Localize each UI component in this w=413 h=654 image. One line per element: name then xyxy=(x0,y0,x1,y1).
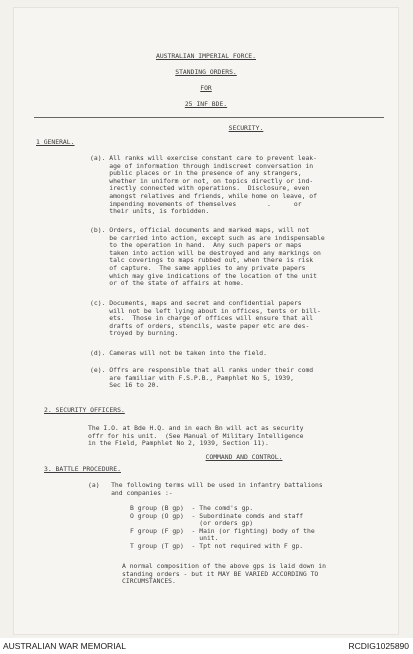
archive-footer xyxy=(0,638,413,654)
header-line-1: AUSTRALIAN IMPERIAL FORCE. xyxy=(155,52,257,60)
paragraph-e: (e). Offrs are responsible that all ranks under their comd are familiar with F.S.P.B., Pamphlet No 5, 1939, Sec 16 to 20. xyxy=(90,366,314,390)
header-line-4: 25 INF BDE. xyxy=(184,100,228,108)
paragraph-d: (d). Cameras will not be taken into the field. xyxy=(90,349,267,357)
document-page xyxy=(14,8,398,634)
general-heading: 1 GENERAL. xyxy=(36,138,75,146)
group-definitions: B group (B gp) - The comd's gp. O group (O gp) - Subordinate comds and staff (or orders gp) F group (F gp) - Main (or fighting) body of the unit. T group (T gp) - Tpt not required with F gp. xyxy=(130,504,315,550)
battle-procedure-heading: 3. BATTLE PROCEDURE. xyxy=(44,465,121,473)
battle-intro: (a) The following terms will be used in infantry battalions and companies :- xyxy=(88,481,323,497)
footer-source: AUSTRALIAN WAR MEMORIAL xyxy=(3,641,126,651)
paragraph-b: (b). Orders, official documents and marked maps, will not be carried into action, except such as are indispensable to the operation in hand. Any such papers or maps taken into action will be destroyed and any markings on talc coverings to maps rubbed out, when there is risk of capture. The same applies to any private papers which may give indications of the location of the unit or of the state of affairs at home. xyxy=(90,226,325,288)
document-body xyxy=(14,8,398,634)
security-officers-heading: 2. SECURITY OFFICERS. xyxy=(44,406,125,414)
security-officers-text: The I.O. at Bde H.Q. and in each Bn will act as security offr for his unit. (See Manual of Military Intelligence in the Field, Pamphlet No 2, 1939, Section 11). xyxy=(88,424,304,448)
header-line-3: FOR xyxy=(200,84,212,92)
header-divider xyxy=(34,117,384,118)
section-title: SECURITY. xyxy=(228,124,264,132)
footer-record-id: RCDIG1025890 xyxy=(348,641,409,651)
command-title: COMMAND AND CONTROL. xyxy=(205,453,283,461)
paragraph-a: (a). All ranks will exercise constant care to prevent leak- age of information through indiscreet conversation in public places or in the presence of any strangers, whether in uniform or not, on topics directly or ind- irectly connected with operations. Disclosure, even amongst relatives and friends, while home on leave, of impending movements of themselves . or their units, is forbidden. xyxy=(90,154,318,216)
paragraph-c: (c). Documents, maps and secret and confidential papers will not be left lying about in offices, tents or bill- ets. Those in charge of offices will ensure that all drafts of orders, stencils, waste paper etc are des- troyed by burning. xyxy=(90,299,321,338)
composition-note: A normal composition of the above gps is laid down in standing orders - but it MAY BE VARIED ACCORDING TO CIRCUMSTANCES. xyxy=(122,562,326,586)
header-line-2: STANDING ORDERS. xyxy=(175,68,237,76)
